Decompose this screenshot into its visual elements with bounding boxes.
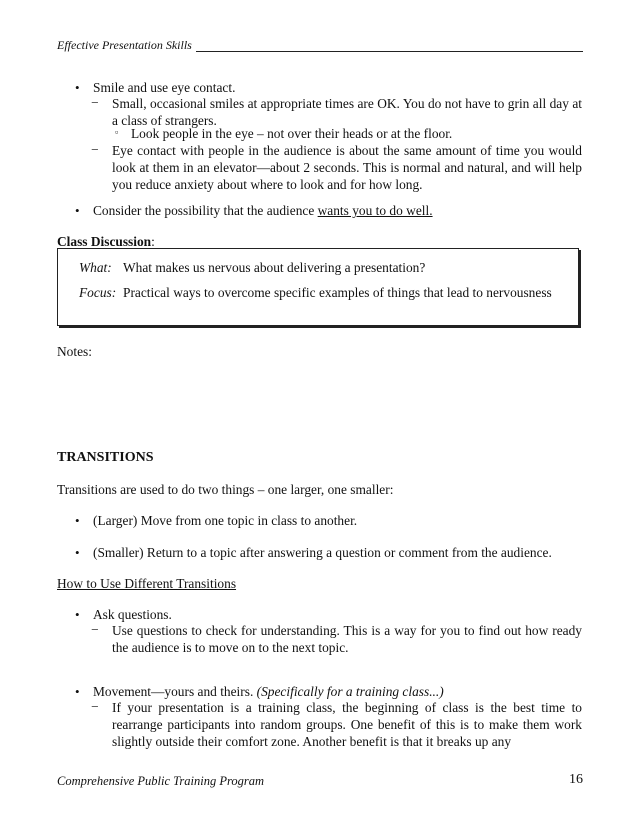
subpoint-look: Look people in the eye – not over their heads or at the floor. (131, 126, 453, 141)
movement-italic: (Specifically for a training class...) (256, 684, 444, 699)
dash-glyph: − (91, 699, 99, 714)
bullet-glyph: • (75, 203, 80, 218)
notes-label: Notes: (57, 344, 92, 359)
transitions-heading: TRANSITIONS (57, 450, 154, 465)
transition-larger: (Larger) Move from one topic in class to another. (93, 513, 358, 528)
dash-glyph: − (91, 622, 99, 637)
transitions-intro: Transitions are used to do two things – one larger, one smaller: (57, 482, 394, 497)
bullet-audience-underlined: wants you to do well. (317, 203, 433, 218)
what-text: What makes us nervous about delivering a presentation? (123, 260, 426, 275)
bullet-glyph: • (75, 545, 80, 560)
how-to-heading: How to Use Different Transitions (57, 576, 237, 591)
class-discussion-colon: : (151, 234, 155, 249)
transition-smaller: (Smaller) Return to a topic after answering a question or comment from the audience. (93, 545, 552, 560)
what-label: What: (79, 260, 112, 275)
dash-glyph: − (91, 142, 99, 157)
movement (93, 683, 583, 700)
bullet-glyph: • (75, 607, 80, 622)
class-discussion-label: Class Discussion (57, 234, 152, 249)
page-number: 16 (569, 772, 583, 787)
movement-text: Movement—yours and theirs. (93, 684, 257, 699)
header-title: Effective Presentation Skills (57, 38, 196, 53)
bullet-audience-text: Consider the possibility that the audience (93, 203, 318, 218)
ask-questions-sub: Use questions to check for understanding. This is a way for you to find out how ready the audience is to move on to the next topic. (112, 623, 582, 655)
focus-label: Focus: (79, 285, 117, 300)
movement-sub: If your presentation is a training class, the beginning of class is the best time to rearrange participants into random groups. One benefit of this is to make them work slightly outside their comfort zone. Another benefit is that it breaks up any (112, 700, 582, 749)
footer-program: Comprehensive Public Training Program (57, 774, 265, 788)
subpoint-eye-contact: Eye contact with people in the audience is about the same amount of time you would look at them in an elevator—about 2 seconds. This is normal and natural, and will help you reduce anxiety about where to look and for how long. (112, 143, 582, 192)
bullet-audience (93, 202, 583, 219)
bullet-smile: Smile and use eye contact. (93, 80, 236, 95)
dash-glyph: − (91, 95, 99, 110)
bullet-glyph: • (75, 80, 80, 95)
square-glyph: ▫ (115, 127, 119, 137)
ask-questions: Ask questions. (93, 607, 172, 622)
bullet-glyph: • (75, 684, 80, 699)
subpoint-smiles: Small, occasional smiles at appropriate times are OK. You do not have to grin all day at a class of strangers. (112, 96, 582, 128)
page-header (57, 36, 583, 54)
bullet-glyph: • (75, 513, 80, 528)
focus-text: Practical ways to overcome specific examples of things that lead to nervousness (123, 285, 552, 300)
